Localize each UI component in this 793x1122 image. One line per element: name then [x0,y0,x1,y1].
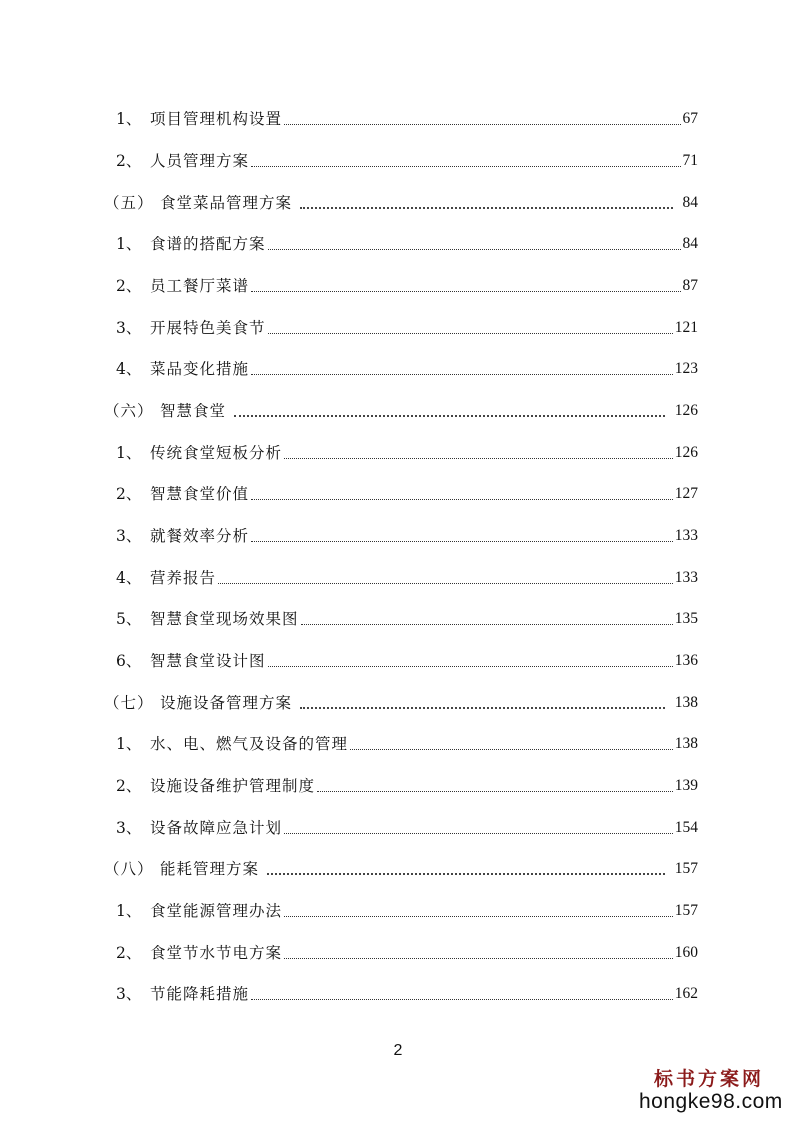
toc-entry-page: 138 [674,694,698,711]
toc-entry-title: 项目管理机构设置 [150,110,283,128]
toc-entry-number: 2、 [116,485,142,503]
toc-entry-number: 3、 [116,319,142,337]
toc-entry-number: 2、 [116,777,142,795]
toc-entry-number: 2、 [116,152,142,170]
toc-entry-number: （八） [104,860,154,878]
toc-entry-number: 6、 [116,652,142,670]
toc-entry-page: 157 [674,902,698,919]
toc-entry-title: 智慧食堂 [160,402,227,420]
toc-entry-title: 设施设备管理方案 [160,694,293,712]
dot-leader [251,988,673,1000]
toc-entry[interactable] [116,767,698,797]
toc-entry-page: 126 [674,444,698,461]
dot-leader [284,113,680,125]
toc-entry-page: 135 [674,610,698,627]
toc-entry[interactable] [116,100,698,130]
toc-entry-page: 84 [682,235,698,252]
toc-section-entry[interactable] [104,392,698,422]
toc-entry-title: 菜品变化措施 [150,360,250,378]
dot-leader [268,655,673,667]
toc-entry-number: 1、 [116,444,142,462]
toc-entry-page: 133 [674,527,698,544]
dot-leader [301,613,673,625]
dot-leader [251,488,673,500]
dot-leader [284,822,673,834]
toc-entry-page: 139 [674,777,698,794]
dot-leader [300,697,665,709]
watermark-logo [639,1068,783,1114]
toc-entry-number: 4、 [116,569,142,587]
toc-entry[interactable] [116,600,698,630]
toc-section-entry[interactable] [104,684,698,714]
toc-entry-page: 138 [674,735,698,752]
toc-entry[interactable] [116,725,698,755]
toc-entry-number: 2、 [116,944,142,962]
watermark-chinese-text: 标书方案网 [653,1068,764,1090]
dot-leader [234,405,665,417]
toc-entry[interactable] [116,475,698,505]
toc-entry-number: 1、 [116,902,142,920]
toc-entry-title: 食谱的搭配方案 [150,235,266,253]
toc-entry-title: 食堂菜品管理方案 [160,194,293,212]
toc-entry-page: 160 [674,944,698,961]
dot-leader [284,947,673,959]
toc-entry-number: 5、 [116,610,142,628]
dot-leader [284,905,673,917]
toc-entry[interactable] [116,350,698,380]
toc-entry-page: 123 [674,360,698,377]
toc-entry-number: 3、 [116,819,142,837]
toc-entry[interactable] [116,225,698,255]
toc-entry-number: （六） [104,402,154,420]
toc-section-entry[interactable] [104,850,698,880]
toc-entry-title: 节能降耗措施 [150,985,250,1003]
watermark-url-text: hongke98.com [639,1090,783,1113]
toc-entry[interactable] [116,934,698,964]
toc-entry-page: 71 [682,152,698,169]
dot-leader [300,197,672,209]
toc-entry-title: 食堂能源管理办法 [150,902,283,920]
toc-entry-page: 126 [674,402,698,419]
toc-entry-title: 就餐效率分析 [150,527,250,545]
toc-entry-number: 4、 [116,360,142,378]
toc-entry-title: 传统食堂短板分析 [150,444,283,462]
toc-entry-title: 能耗管理方案 [160,860,260,878]
toc-entry-title: 开展特色美食节 [150,319,266,337]
toc-entry-title: 智慧食堂现场效果图 [150,610,299,628]
toc-entry[interactable] [116,309,698,339]
toc-entry-page: 154 [674,819,698,836]
toc-entry-title: 员工餐厅菜谱 [150,277,250,295]
toc-entry[interactable] [116,434,698,464]
dot-leader [317,780,673,792]
toc-entry[interactable] [116,142,698,172]
dot-leader [251,530,673,542]
toc-entry-number: 1、 [116,235,142,253]
toc-entry-number: （七） [104,694,154,712]
toc-entry-page: 121 [674,319,698,336]
toc-entry-title: 水、电、燃气及设备的管理 [150,735,349,753]
dot-leader [218,572,673,584]
toc-entry[interactable] [116,517,698,547]
toc-entry-number: （五） [104,194,154,212]
toc-entry-number: 1、 [116,110,142,128]
dot-leader [251,363,673,375]
toc-entry-page: 84 [682,194,698,211]
toc-section-entry[interactable] [104,184,698,214]
toc-entry-number: 2、 [116,277,142,295]
toc-entry-number: 3、 [116,527,142,545]
dot-leader [251,280,680,292]
toc-entry[interactable] [116,642,698,672]
toc-entry[interactable] [116,267,698,297]
toc-entry-title: 智慧食堂设计图 [150,652,266,670]
toc-entry-page: 136 [674,652,698,669]
toc-entry[interactable] [116,975,698,1005]
toc-entry-page: 162 [674,985,698,1002]
toc-entry-title: 智慧食堂价值 [150,485,250,503]
page-number: 2 [393,1042,403,1059]
dot-leader [350,738,673,750]
toc-entry[interactable] [116,892,698,922]
dot-leader [268,322,673,334]
toc-entry-number: 3、 [116,985,142,1003]
toc-entry-title: 营养报告 [150,569,217,587]
toc-entry-page: 133 [674,569,698,586]
toc-entry[interactable] [116,559,698,589]
dot-leader [268,238,681,250]
dot-leader [267,863,665,875]
toc-entry-page: 157 [674,860,698,877]
toc-entry-title: 食堂节水节电方案 [150,944,283,962]
toc-entry[interactable] [116,809,698,839]
toc-entry-title: 设施设备维护管理制度 [150,777,316,795]
toc-entry-title: 人员管理方案 [150,152,250,170]
toc-entry-title: 设备故障应急计划 [150,819,283,837]
dot-leader [251,155,680,167]
toc-entry-page: 127 [674,485,698,502]
toc-entry-page: 87 [682,277,698,294]
toc-entry-number: 1、 [116,735,142,753]
toc-entry-page: 67 [682,110,698,127]
dot-leader [284,447,673,459]
